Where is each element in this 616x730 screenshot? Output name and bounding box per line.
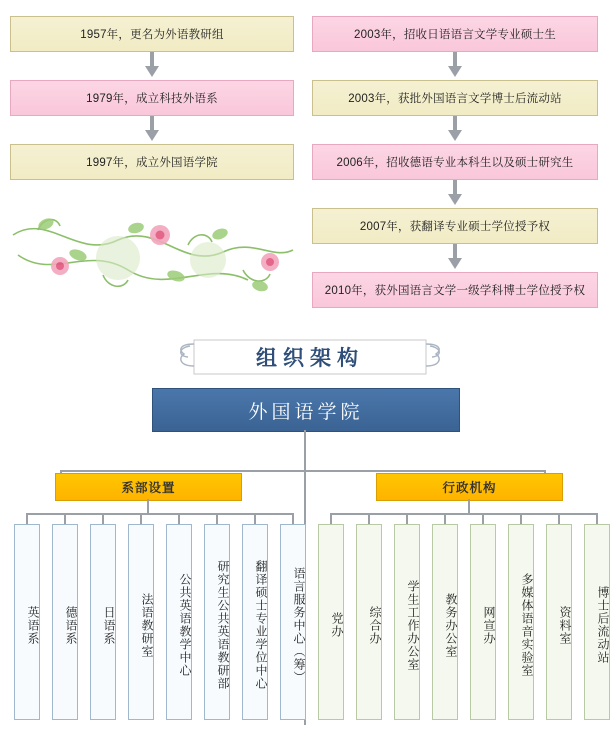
- org-unit-dept-2: 德语系: [52, 524, 78, 720]
- org-unit-dept-3: 日语系: [90, 524, 116, 720]
- org-unit-dept-6: 研究生公共英语教研部: [204, 524, 230, 720]
- connector-admin-drop-4: [444, 513, 446, 524]
- connector-dept-drop-2: [64, 513, 66, 524]
- org-unit-dept-8: 语言服务中心（筹）: [280, 524, 306, 720]
- connector-root-stem: [304, 430, 306, 472]
- timeline-right-item-4: 2007年，获翻译专业硕士学位授予权: [312, 208, 598, 244]
- org-root-node: 外国语学院: [152, 388, 460, 432]
- connector-dept-drop-1: [26, 513, 28, 524]
- connector-admin-drop-5: [482, 513, 484, 524]
- connector-dept-drop-7: [254, 513, 256, 524]
- org-unit-admin-1: 党办: [318, 524, 344, 720]
- floral-decoration-icon: [8, 200, 298, 310]
- connector-admin-stem: [468, 499, 470, 513]
- arrow-down-icon: [145, 66, 159, 77]
- arrow-down-icon: [448, 130, 462, 141]
- connector-dept-drop-8: [292, 513, 294, 524]
- org-unit-admin-7: 资料室: [546, 524, 572, 720]
- connector-dept-drop-4: [140, 513, 142, 524]
- timeline-left-item-2: 1979年，成立科技外语系: [10, 80, 294, 116]
- arrow-down-icon: [448, 194, 462, 205]
- org-unit-admin-2: 综合办: [356, 524, 382, 720]
- timeline-right-item-3: 2006年，招收德语专业本科生以及硕士研究生: [312, 144, 598, 180]
- org-branch-label-admin: 行政机构: [376, 473, 563, 501]
- org-unit-dept-4: 法语教研室: [128, 524, 154, 720]
- connector-admin-drop-7: [558, 513, 560, 524]
- page-title: 组织架构: [256, 346, 364, 370]
- arrow-down-icon: [145, 130, 159, 141]
- org-unit-dept-5: 公共英语教学中心: [166, 524, 192, 720]
- org-unit-admin-3: 学生工作办公室: [394, 524, 420, 720]
- connector-dept-drop-3: [102, 513, 104, 524]
- connector-admin-drop-2: [368, 513, 370, 524]
- timeline-right-item-1: 2003年，招收日语语言文学专业硕士生: [312, 16, 598, 52]
- org-unit-admin-8: 博士后流动站: [584, 524, 610, 720]
- connector-admin-drop-1: [330, 513, 332, 524]
- org-unit-admin-5: 网宣办: [470, 524, 496, 720]
- connector-admin-drop-8: [596, 513, 598, 524]
- org-unit-dept-7: 翻译硕士专业学位中心: [242, 524, 268, 720]
- timeline-right-item-2: 2003年，获批外国语言文学博士后流动站: [312, 80, 598, 116]
- connector-dept-drop-6: [216, 513, 218, 524]
- org-unit-dept-1: 英语系: [14, 524, 40, 720]
- arrow-down-icon: [448, 258, 462, 269]
- org-unit-admin-4: 教务办公室: [432, 524, 458, 720]
- timeline-left-item-1: 1957年，更名为外语教研组: [10, 16, 294, 52]
- arrow-down-icon: [448, 66, 462, 77]
- timeline-left-item-3: 1997年，成立外国语学院: [10, 144, 294, 180]
- connector-branch-spine: [60, 470, 546, 472]
- connector-admin-drop-6: [520, 513, 522, 524]
- org-branch-label-departments: 系部设置: [55, 473, 242, 501]
- connector-dept-stem: [147, 499, 149, 513]
- org-unit-admin-6: 多媒体语音实验室: [508, 524, 534, 720]
- connector-admin-drop-3: [406, 513, 408, 524]
- connector-dept-drop-5: [178, 513, 180, 524]
- timeline-right-item-5: 2010年，获外国语言文学一级学科博士学位授予权: [312, 272, 598, 308]
